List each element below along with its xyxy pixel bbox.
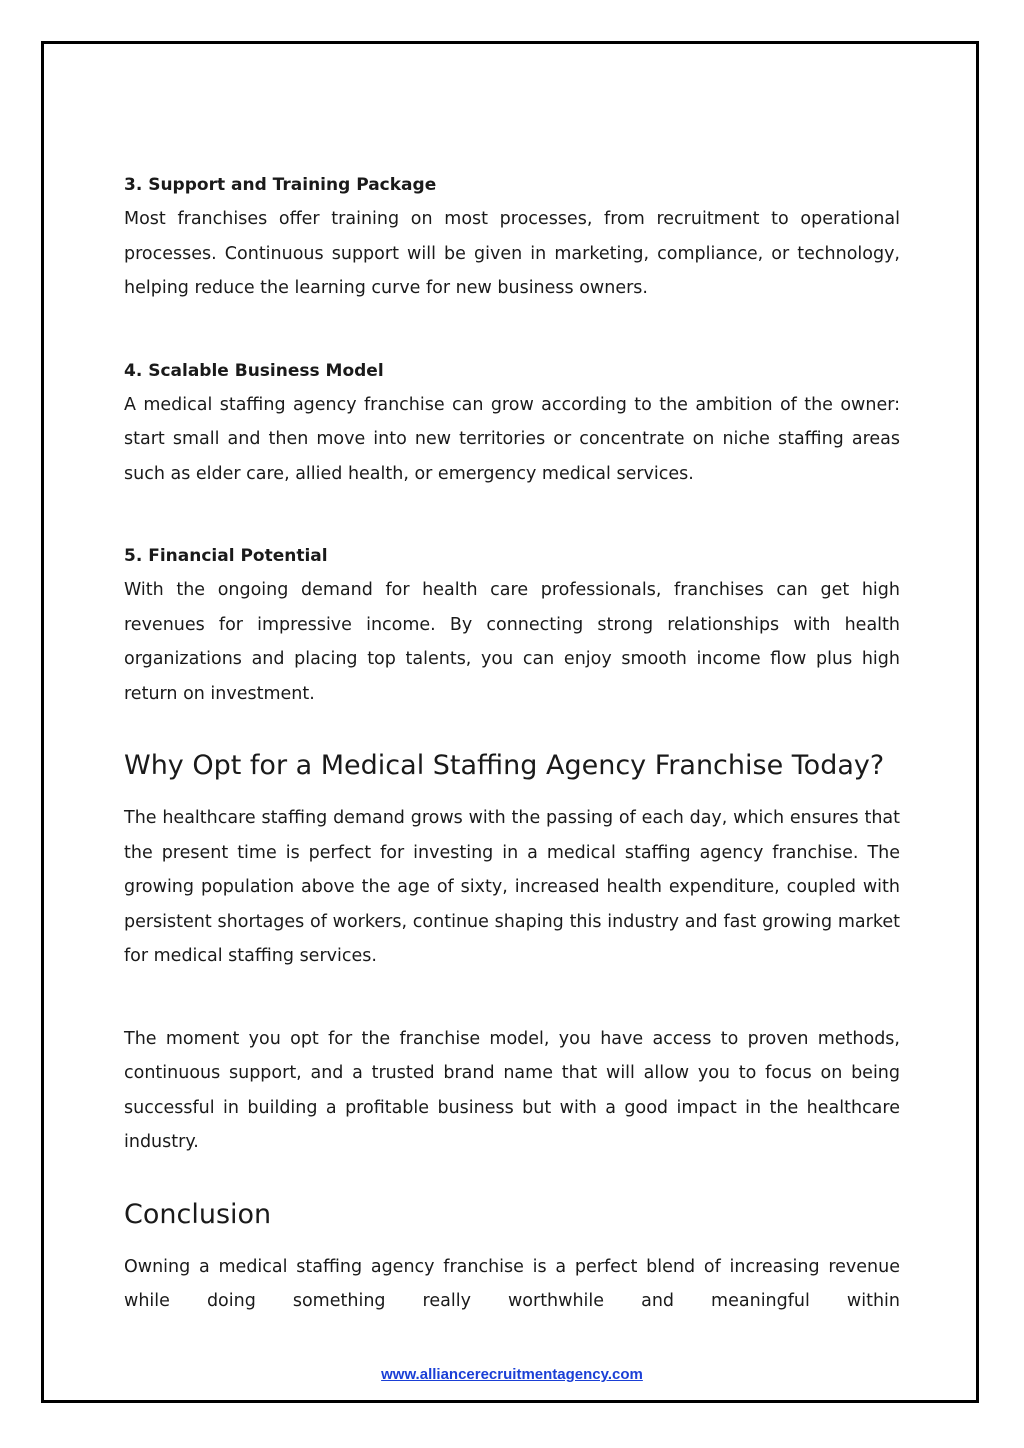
section-heading: 4. Scalable Business Model (124, 360, 384, 381)
conclusion-heading: Conclusion (124, 1198, 272, 1230)
section-support-training (124, 168, 900, 306)
section-paragraph: With the ongoing demand for health care professionals, franchises can get high revenues for impressive income. By connecting strong relationships with health organizations and placing top talents, you can enjoy smooth income flow plus high return on investment. (124, 580, 900, 704)
section-heading: 5. Financial Potential (124, 546, 328, 566)
footer-website-link[interactable]: www.alliancerecruitmentagency.com (381, 1366, 643, 1383)
why-heading: Why Opt for a Medical Staffing Agency Franchise Today? (124, 750, 885, 781)
conclusion-paragraph: Owning a medical staffing agency franchise is a perfect blend of increasing revenue while doing something really worthwhile and meaningful within (124, 1256, 900, 1311)
section-financial-potential (124, 539, 900, 711)
why-paragraph-2: The moment you opt for the franchise model, you have access to proven methods, continuous support, and a trusted brand name that will allow you to focus on being successful in building a profitable business but with a good impact in the healthcare industry. (124, 1028, 900, 1152)
section-paragraph: Most franchises offer training on most processes, from recruitment to operational processes. Continuous support will be given in marketing, compliance, or technology, helping reduce the learning curve for new business owners. (124, 209, 900, 298)
section-why-opt (124, 748, 900, 1160)
why-paragraph-1: The healthcare staffing demand grows with the passing of each day, which ensures that the present time is perfect for investing in a medical staffing agency franchise. The growing population above the age of sixty, increased health expenditure, coupled with persistent shortages of workers, continue shaping this industry and fast growing market for medical staffing services. (124, 808, 900, 966)
section-paragraph: A medical staffing agency franchise can grow according to the ambition of the owner: start small and then move into new territories or concentrate on niche staffing areas such as elder care, allied health, or emergency medical services. (124, 394, 900, 484)
document-body (124, 168, 900, 1319)
section-scalable-model (124, 354, 900, 492)
section-conclusion (124, 1197, 900, 1319)
section-heading: 3. Support and Training Package (124, 175, 437, 195)
